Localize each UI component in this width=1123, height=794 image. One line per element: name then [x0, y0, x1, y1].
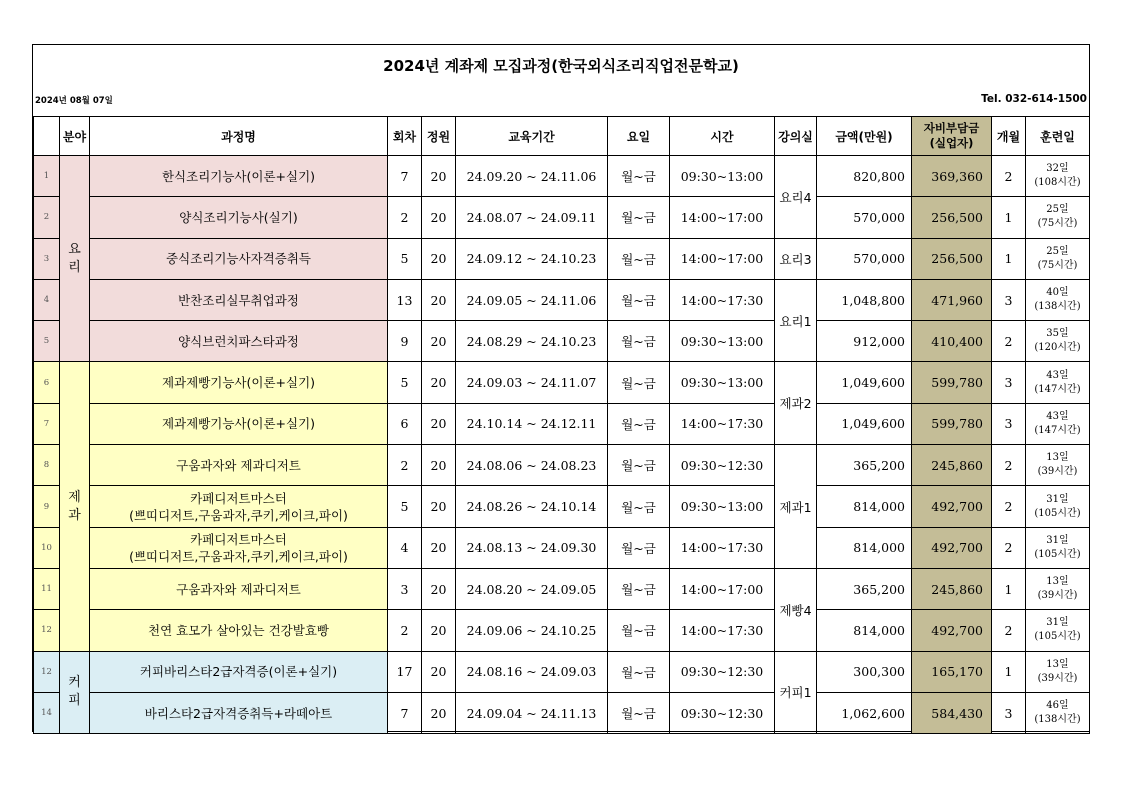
months: 2 [992, 156, 1026, 197]
period: 24.09.20 ~ 24.11.06 [456, 156, 608, 197]
training-days: 43일 (147시간) [1026, 362, 1090, 403]
row-number: 7 [34, 403, 60, 444]
session: 17 [388, 651, 422, 692]
period: 24.08.26 ~ 24.10.14 [456, 486, 608, 527]
months: 2 [992, 610, 1026, 651]
months: 3 [992, 692, 1026, 733]
months: 1 [992, 238, 1026, 279]
page-title: 2024년 계좌제 모집과정(한국외식조리직업전문학교) [383, 57, 739, 75]
time: 14:00~17:30 [670, 403, 775, 444]
capacity: 20 [422, 238, 456, 279]
weekday: 월~금 [608, 197, 670, 238]
training-days: 31일 (105시간) [1026, 527, 1090, 568]
self-pay: 471,960 [912, 279, 992, 320]
period: 24.09.06 ~ 24.10.25 [456, 610, 608, 651]
training-days: 13일 (39시간) [1026, 651, 1090, 692]
training-days: 31일 (105시간) [1026, 486, 1090, 527]
self-pay: 492,700 [912, 527, 992, 568]
row-number: 5 [34, 321, 60, 362]
course-name: 한식조리기능사(이론+실기) [90, 156, 388, 197]
self-pay: 256,500 [912, 197, 992, 238]
capacity: 20 [422, 568, 456, 609]
classroom: 제빵4 [775, 568, 817, 651]
months: 2 [992, 527, 1026, 568]
course-name: 커피바리스타2급자격증(이론+실기) [90, 651, 388, 692]
table-row [34, 321, 1090, 362]
capacity: 20 [422, 156, 456, 197]
amount: 365,200 [817, 445, 912, 486]
period: 24.09.03 ~ 24.11.07 [456, 362, 608, 403]
time: 14:00~17:00 [670, 197, 775, 238]
row-number: 11 [34, 568, 60, 609]
header-days: 훈련일 [1026, 117, 1090, 156]
session: 7 [388, 156, 422, 197]
table-row [34, 403, 1090, 444]
amount: 570,000 [817, 238, 912, 279]
header-self-pay-line1: 자비부담금 [923, 121, 980, 135]
capacity: 20 [422, 445, 456, 486]
self-pay: 245,860 [912, 445, 992, 486]
course-name: 카페디저트마스터 (쁘띠디저트,구움과자,쿠키,케이크,파이) [90, 527, 388, 568]
course-name: 중식조리기능사자격증취득 [90, 238, 388, 279]
header-self-pay [912, 117, 992, 156]
period: 24.08.16 ~ 24.09.03 [456, 651, 608, 692]
table-row [34, 362, 1090, 403]
time: 14:00~17:00 [670, 568, 775, 609]
amount: 814,000 [817, 486, 912, 527]
row-number: 9 [34, 486, 60, 527]
course-name: 반찬조리실무취업과정 [90, 279, 388, 320]
classroom: 요리1 [775, 279, 817, 362]
row-number: 10 [34, 527, 60, 568]
table-row [34, 651, 1090, 692]
session: 9 [388, 321, 422, 362]
self-pay: 599,780 [912, 362, 992, 403]
header-self-pay-line2: (실업자) [929, 136, 974, 150]
table-row [34, 197, 1090, 238]
header-amount: 금액(만원) [817, 117, 912, 156]
row-number: 6 [34, 362, 60, 403]
session: 5 [388, 362, 422, 403]
amount: 300,300 [817, 651, 912, 692]
document-date: 2024년 08월 07일 [35, 96, 113, 106]
row-number: 12 [34, 610, 60, 651]
weekday: 월~금 [608, 403, 670, 444]
period: 24.08.06 ~ 24.08.23 [456, 445, 608, 486]
row-number: 14 [34, 692, 60, 733]
course-name: 카페디저트마스터 (쁘띠디저트,구움과자,쿠키,케이크,파이) [90, 486, 388, 527]
course-document [32, 44, 1090, 732]
weekday: 월~금 [608, 445, 670, 486]
capacity: 20 [422, 692, 456, 733]
session: 2 [388, 445, 422, 486]
self-pay: 584,430 [912, 692, 992, 733]
table-row [34, 527, 1090, 568]
period: 24.10.14 ~ 24.12.11 [456, 403, 608, 444]
time: 09:30~12:30 [670, 651, 775, 692]
course-name: 바리스타2급자격증취득+라떼아트 [90, 692, 388, 733]
header-course: 과정명 [90, 117, 388, 156]
table-row [34, 610, 1090, 651]
period: 24.08.13 ~ 24.09.30 [456, 527, 608, 568]
period: 24.09.12 ~ 24.10.23 [456, 238, 608, 279]
training-days: 35일 (120시간) [1026, 321, 1090, 362]
weekday: 월~금 [608, 651, 670, 692]
category-cell [60, 156, 90, 362]
months: 1 [992, 651, 1026, 692]
category-cell [60, 362, 90, 651]
session: 5 [388, 486, 422, 527]
time: 09:30~12:30 [670, 445, 775, 486]
header-time: 시간 [670, 117, 775, 156]
session: 3 [388, 568, 422, 609]
time: 09:30~13:00 [670, 486, 775, 527]
period: 24.09.04 ~ 24.11.13 [456, 692, 608, 733]
table-row [34, 279, 1090, 320]
session: 2 [388, 197, 422, 238]
training-days: 13일 (39시간) [1026, 445, 1090, 486]
table-row [34, 486, 1090, 527]
classroom: 요리4 [775, 156, 817, 239]
course-table-body [34, 156, 1090, 734]
months: 1 [992, 197, 1026, 238]
training-days: 40일 (138시간) [1026, 279, 1090, 320]
capacity: 20 [422, 321, 456, 362]
weekday: 월~금 [608, 321, 670, 362]
classroom: 커피1 [775, 651, 817, 734]
training-days: 43일 (147시간) [1026, 403, 1090, 444]
row-number: 1 [34, 156, 60, 197]
capacity: 20 [422, 403, 456, 444]
weekday: 월~금 [608, 238, 670, 279]
course-name: 양식브런치파스타과정 [90, 321, 388, 362]
self-pay: 599,780 [912, 403, 992, 444]
weekday: 월~금 [608, 692, 670, 733]
capacity: 20 [422, 279, 456, 320]
course-name: 구움과자와 제과디저트 [90, 568, 388, 609]
weekday: 월~금 [608, 486, 670, 527]
capacity: 20 [422, 362, 456, 403]
amount: 365,200 [817, 568, 912, 609]
training-days: 13일 (39시간) [1026, 568, 1090, 609]
category-label: 커 피 [68, 675, 81, 709]
time: 14:00~17:30 [670, 279, 775, 320]
amount: 814,000 [817, 610, 912, 651]
amount: 820,800 [817, 156, 912, 197]
capacity: 20 [422, 610, 456, 651]
months: 3 [992, 279, 1026, 320]
period: 24.08.29 ~ 24.10.23 [456, 321, 608, 362]
table-row [34, 692, 1090, 733]
row-number: 2 [34, 197, 60, 238]
time: 09:30~13:00 [670, 156, 775, 197]
weekday: 월~금 [608, 362, 670, 403]
time: 14:00~17:30 [670, 610, 775, 651]
course-name: 천연 효모가 살아있는 건강발효빵 [90, 610, 388, 651]
session: 6 [388, 403, 422, 444]
time: 09:30~13:00 [670, 362, 775, 403]
header-no [34, 117, 60, 156]
self-pay: 410,400 [912, 321, 992, 362]
capacity: 20 [422, 486, 456, 527]
header-months: 개월 [992, 117, 1026, 156]
category-label: 제 과 [68, 489, 81, 523]
weekday: 월~금 [608, 527, 670, 568]
self-pay: 165,170 [912, 651, 992, 692]
amount: 1,062,600 [817, 692, 912, 733]
amount: 1,049,600 [817, 403, 912, 444]
self-pay: 369,360 [912, 156, 992, 197]
course-name: 제과제빵기능사(이론+실기) [90, 403, 388, 444]
header-weekday: 요일 [608, 117, 670, 156]
weekday: 월~금 [608, 610, 670, 651]
months: 3 [992, 403, 1026, 444]
session: 13 [388, 279, 422, 320]
table-row [34, 568, 1090, 609]
weekday: 월~금 [608, 279, 670, 320]
header-capacity: 정원 [422, 117, 456, 156]
header-session: 회차 [388, 117, 422, 156]
months: 3 [992, 362, 1026, 403]
months: 2 [992, 321, 1026, 362]
telephone: Tel. 032-614-1500 [981, 93, 1087, 105]
weekday: 월~금 [608, 568, 670, 609]
course-name: 양식조리기능사(실기) [90, 197, 388, 238]
amount: 1,049,600 [817, 362, 912, 403]
amount: 1,048,800 [817, 279, 912, 320]
session: 2 [388, 610, 422, 651]
amount: 570,000 [817, 197, 912, 238]
capacity: 20 [422, 197, 456, 238]
time: 09:30~12:30 [670, 692, 775, 733]
time: 14:00~17:00 [670, 238, 775, 279]
course-table [33, 116, 1090, 734]
header-room: 강의실 [775, 117, 817, 156]
period: 24.09.05 ~ 24.11.06 [456, 279, 608, 320]
training-days: 25일 (75시간) [1026, 197, 1090, 238]
months: 2 [992, 445, 1026, 486]
training-days: 25일 (75시간) [1026, 238, 1090, 279]
session: 7 [388, 692, 422, 733]
training-days: 31일 (105시간) [1026, 610, 1090, 651]
weekday: 월~금 [608, 156, 670, 197]
training-days: 46일 (138시간) [1026, 692, 1090, 733]
header-period: 교육기간 [456, 117, 608, 156]
row-number: 3 [34, 238, 60, 279]
course-name: 제과제빵기능사(이론+실기) [90, 362, 388, 403]
training-days: 32일 (108시간) [1026, 156, 1090, 197]
time: 14:00~17:30 [670, 527, 775, 568]
classroom: 제과2 [775, 362, 817, 445]
session: 5 [388, 238, 422, 279]
course-name: 구움과자와 제과디저트 [90, 445, 388, 486]
period: 24.08.07 ~ 24.09.11 [456, 197, 608, 238]
time: 09:30~13:00 [670, 321, 775, 362]
period: 24.08.20 ~ 24.09.05 [456, 568, 608, 609]
table-row [34, 156, 1090, 197]
self-pay: 256,500 [912, 238, 992, 279]
category-label: 요 리 [68, 241, 81, 275]
capacity: 20 [422, 651, 456, 692]
self-pay: 245,860 [912, 568, 992, 609]
header-row [34, 117, 1090, 156]
months: 2 [992, 486, 1026, 527]
table-row [34, 238, 1090, 279]
session: 4 [388, 527, 422, 568]
row-number: 8 [34, 445, 60, 486]
amount: 912,000 [817, 321, 912, 362]
self-pay: 492,700 [912, 610, 992, 651]
months: 1 [992, 568, 1026, 609]
category-cell [60, 651, 90, 734]
capacity: 20 [422, 527, 456, 568]
header-category: 분야 [60, 117, 90, 156]
classroom: 요리3 [775, 238, 817, 279]
row-number: 4 [34, 279, 60, 320]
classroom: 제과1 [775, 445, 817, 569]
table-row [34, 445, 1090, 486]
self-pay: 492,700 [912, 486, 992, 527]
row-number: 12 [34, 651, 60, 692]
amount: 814,000 [817, 527, 912, 568]
